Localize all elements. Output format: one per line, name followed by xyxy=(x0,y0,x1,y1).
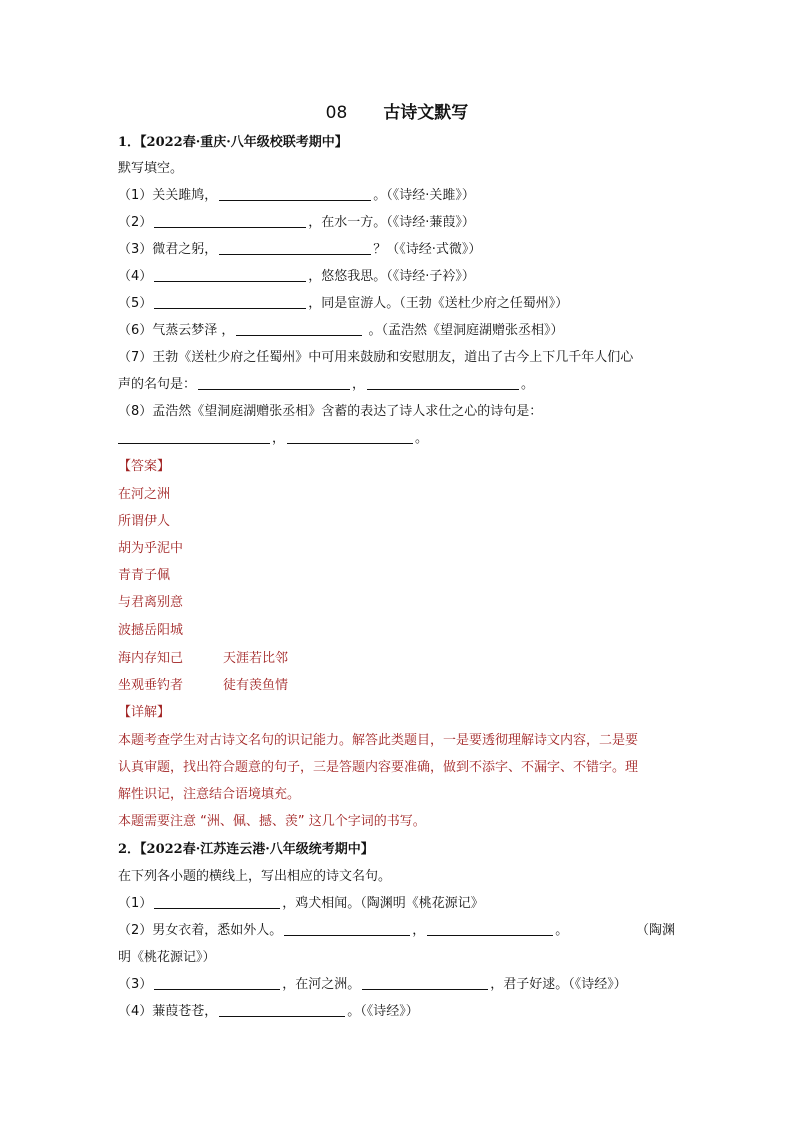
q1-item-3: （3）微君之躬， ？（《诗经·式微》） xyxy=(118,242,482,257)
answer-line: 波撼岳阳城 xyxy=(118,623,184,638)
answer-blank[interactable] xyxy=(154,976,280,990)
q1-item-5: （5） ，同是宦游人。（王勃《送杜少府之任蜀州》） xyxy=(118,296,569,311)
question-1-instruction: 默写填空。 xyxy=(118,161,184,176)
answer-blank[interactable] xyxy=(154,895,280,909)
q1-item-6: （6）气蒸云梦泽 ， 。（孟浩然《望洞庭湖赠张丞相》） xyxy=(118,323,564,338)
answer-blank[interactable] xyxy=(219,241,371,255)
answer-blank[interactable] xyxy=(198,376,350,390)
answer-blank[interactable] xyxy=(427,922,553,936)
answer-line: 在河之洲 xyxy=(118,487,171,502)
detail-line: 本题考查学生对古诗文名句的识记能力。解答此类题目，一是要透彻理解诗文内容，二是要 xyxy=(118,733,639,748)
chapter-title: 古诗文默写 xyxy=(383,103,469,123)
answer-blank[interactable] xyxy=(219,187,371,201)
question-2-instruction: 在下列各小题的横线上，写出相应的诗文名句。 xyxy=(118,869,392,884)
answer-pair: 坐观垂钓者 徒有羡鱼情 xyxy=(118,678,289,693)
detail-line: 本题需要注意 “洲、佩、撼、羡” 这几个字词的书写。 xyxy=(118,814,426,829)
q1-item-2: （2） ，在水一方。（《诗经·蒹葭》） xyxy=(118,215,475,230)
detail-line: 认真审题，找出符合题意的句子，三是答题内容要准确，做到不添字、不漏字、不错字。理 xyxy=(118,760,639,775)
answer-line: 胡为乎泥中 xyxy=(118,541,184,556)
answer-blank[interactable] xyxy=(154,214,306,228)
q1-item-7-line-1: （7）王勃《送杜少府之任蜀州》中可用来鼓励和安慰朋友，道出了古今上下几千年人们心 xyxy=(118,350,634,365)
q1-item-8-line-1: （8）孟浩然《望洞庭湖赠张丞相》含蓄的表达了诗人求仕之心的诗句是： xyxy=(118,404,543,419)
q1-item-4: （4） ，悠悠我思。（《诗经·子衿》） xyxy=(118,269,475,284)
q2-item-4: （4）蒹葭苍苍， 。（《诗经》） xyxy=(118,1004,419,1019)
answer-blank[interactable] xyxy=(154,268,306,282)
q1-item-7-line-2: 声的名句是： ， 。 xyxy=(118,377,535,392)
q2-item-2-line-2: 明《桃花源记》） xyxy=(118,950,216,965)
q1-item-8-line-2: ， 。 xyxy=(118,430,428,448)
q2-item-3: （3） ，在河之洲。 ，君子好逑。（《诗经》） xyxy=(118,977,627,992)
answer-pair: 海内存知己 天涯若比邻 xyxy=(118,651,289,666)
answer-blank[interactable] xyxy=(367,376,519,390)
answer-line: 所谓伊人 xyxy=(118,514,171,529)
chapter-number: 08 xyxy=(325,103,348,123)
answer-line: 与君离别意 xyxy=(118,595,184,610)
question-1-heading: 1．【2022春·重庆·八年级校联考期中】 xyxy=(118,135,348,150)
answer-blank[interactable] xyxy=(118,430,270,444)
answer-line: 青青子佩 xyxy=(118,568,171,583)
answer-blank[interactable] xyxy=(236,322,362,336)
answer-blank[interactable] xyxy=(284,922,410,936)
detail-line: 解性识记，注意结合语境填充。 xyxy=(118,787,301,802)
q2-item-2-source: （陶渊 xyxy=(636,923,676,938)
answer-blank[interactable] xyxy=(154,295,306,309)
q2-item-2: （2）男女衣着，悉如外人。 ， 。 xyxy=(118,923,569,938)
q2-item-1: （1） ，鸡犬相闻。（陶渊明《桃花源记》 xyxy=(118,896,484,911)
page-title xyxy=(0,98,794,123)
question-2-heading: 2．【2022春·江苏连云港·八年级统考期中】 xyxy=(118,842,374,857)
answer-blank[interactable] xyxy=(219,1003,345,1017)
answer-blank[interactable] xyxy=(362,976,488,990)
q1-item-1: （1）关关雎鸠， 。（《诗经·关雎》） xyxy=(118,188,475,203)
detail-label: 【详解】 xyxy=(118,705,171,720)
answer-blank[interactable] xyxy=(287,430,413,444)
answer-label: 【答案】 xyxy=(118,459,171,474)
